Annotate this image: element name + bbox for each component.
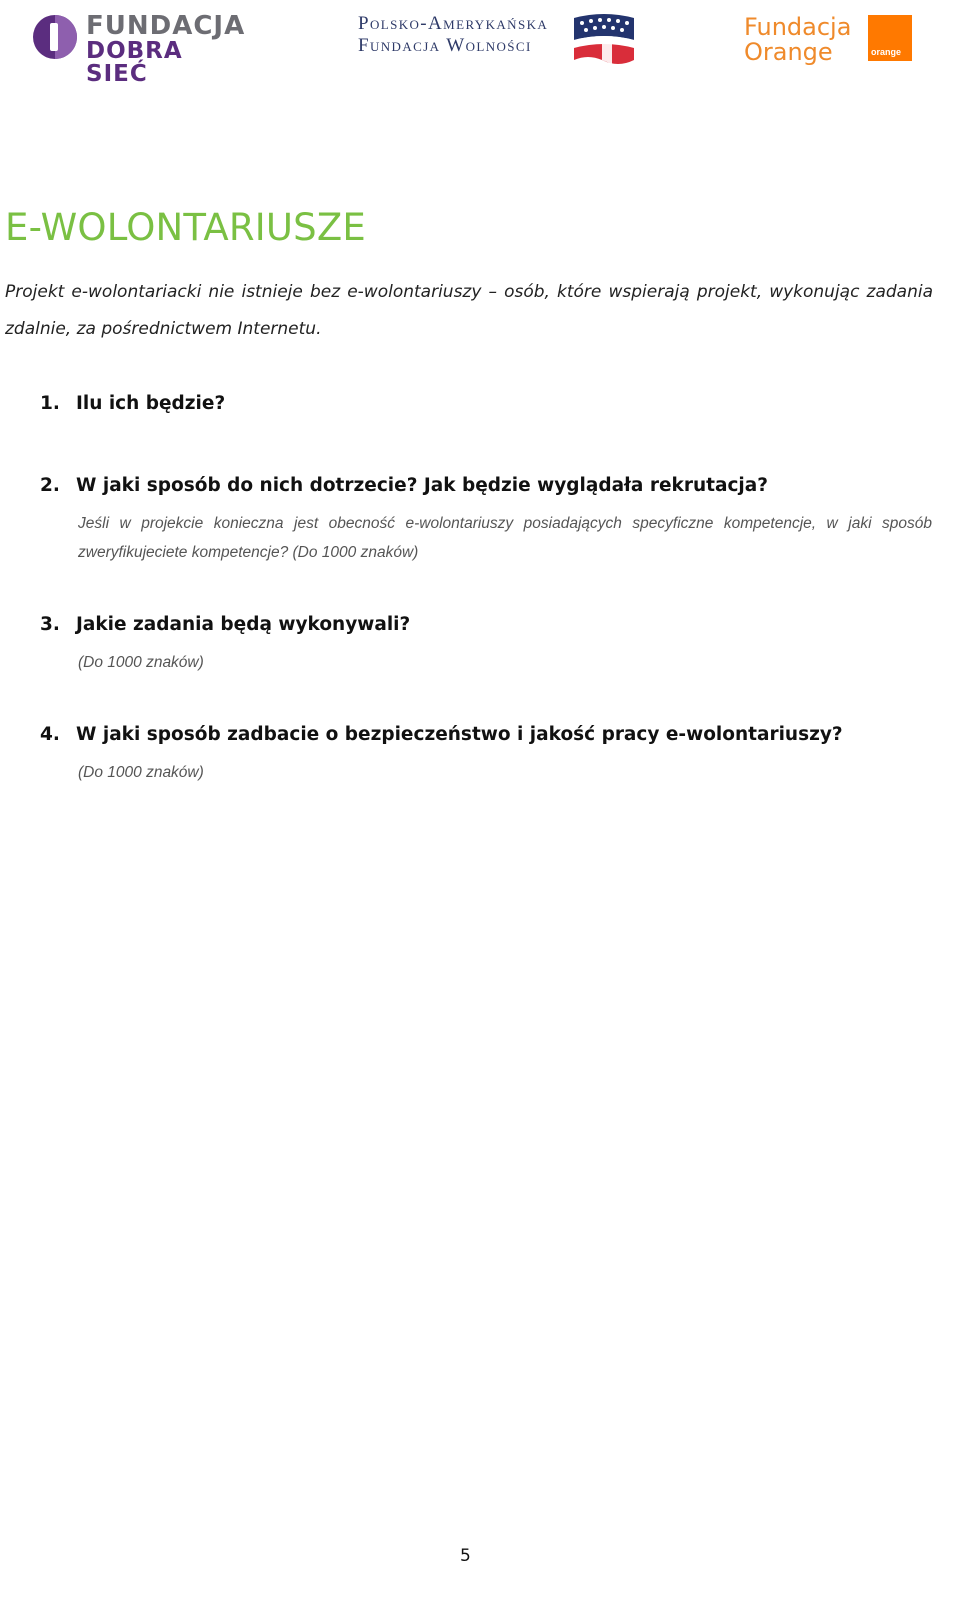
header-logos [0,0,960,87]
question-number: 2. [40,475,60,496]
question-number: 3. [40,614,60,635]
question-4 [40,724,843,746]
question-text: Jakie zadania będą wykonywali? [76,614,411,635]
question-3 [40,614,410,636]
question-3-hint: (Do 1000 znaków) [78,654,204,671]
question-2-hint: Jeśli w projekcie konieczna jest obecność e-wolontariuszy posiadających specyficzne kompetencje, w jaki sposób zweryfikujeciete kompetencje? (Do 1000 znaków) [78,515,932,561]
logo-line-2: DOBRA SIEĆ [86,38,183,87]
logo-polsko-amerykanska-fundacja-wolnosci [358,10,648,70]
question-number: 4. [40,724,60,745]
section-intro: Projekt e-wolontariacki nie istnieje bez e-wolontariuszy – osób, które wspierają projekt, wykonując zadania zdalnie, za pośrednictwem Internetu. [5,282,933,339]
logo-line-1: Polsko-Amerykańska [358,13,549,34]
orange-badge [868,15,912,61]
logo-line-2: Fundacja Wolności [358,35,532,56]
question-text: Ilu ich będzie? [76,393,226,414]
orange-badge-label: orange [871,47,902,57]
question-number: 1. [40,393,60,414]
logo-line-2: Orange [744,38,833,66]
question-text: W jaki sposób zadbacie o bezpieczeństwo i jakość pracy e-wolontariuszy? [76,724,843,745]
question-4-hint: (Do 1000 znaków) [78,764,204,781]
dobra-siec-mark-icon [32,14,78,60]
flag-icon [572,10,636,66]
question-text: W jaki sposób do nich dotrzecie? Jak będzie wyglądała rekrutacja? [76,475,768,496]
question-2 [40,475,768,497]
question-1 [40,393,225,415]
logo-line-1: Fundacja [744,13,852,41]
logo-fundacja-dobra-siec [32,10,246,87]
logo-fundacja-orange [740,10,920,70]
page-number: 5 [460,1546,471,1566]
logo-line-1: FUNDACJA [86,11,246,41]
section-title: E-WOLONTARIUSZE [5,206,366,249]
